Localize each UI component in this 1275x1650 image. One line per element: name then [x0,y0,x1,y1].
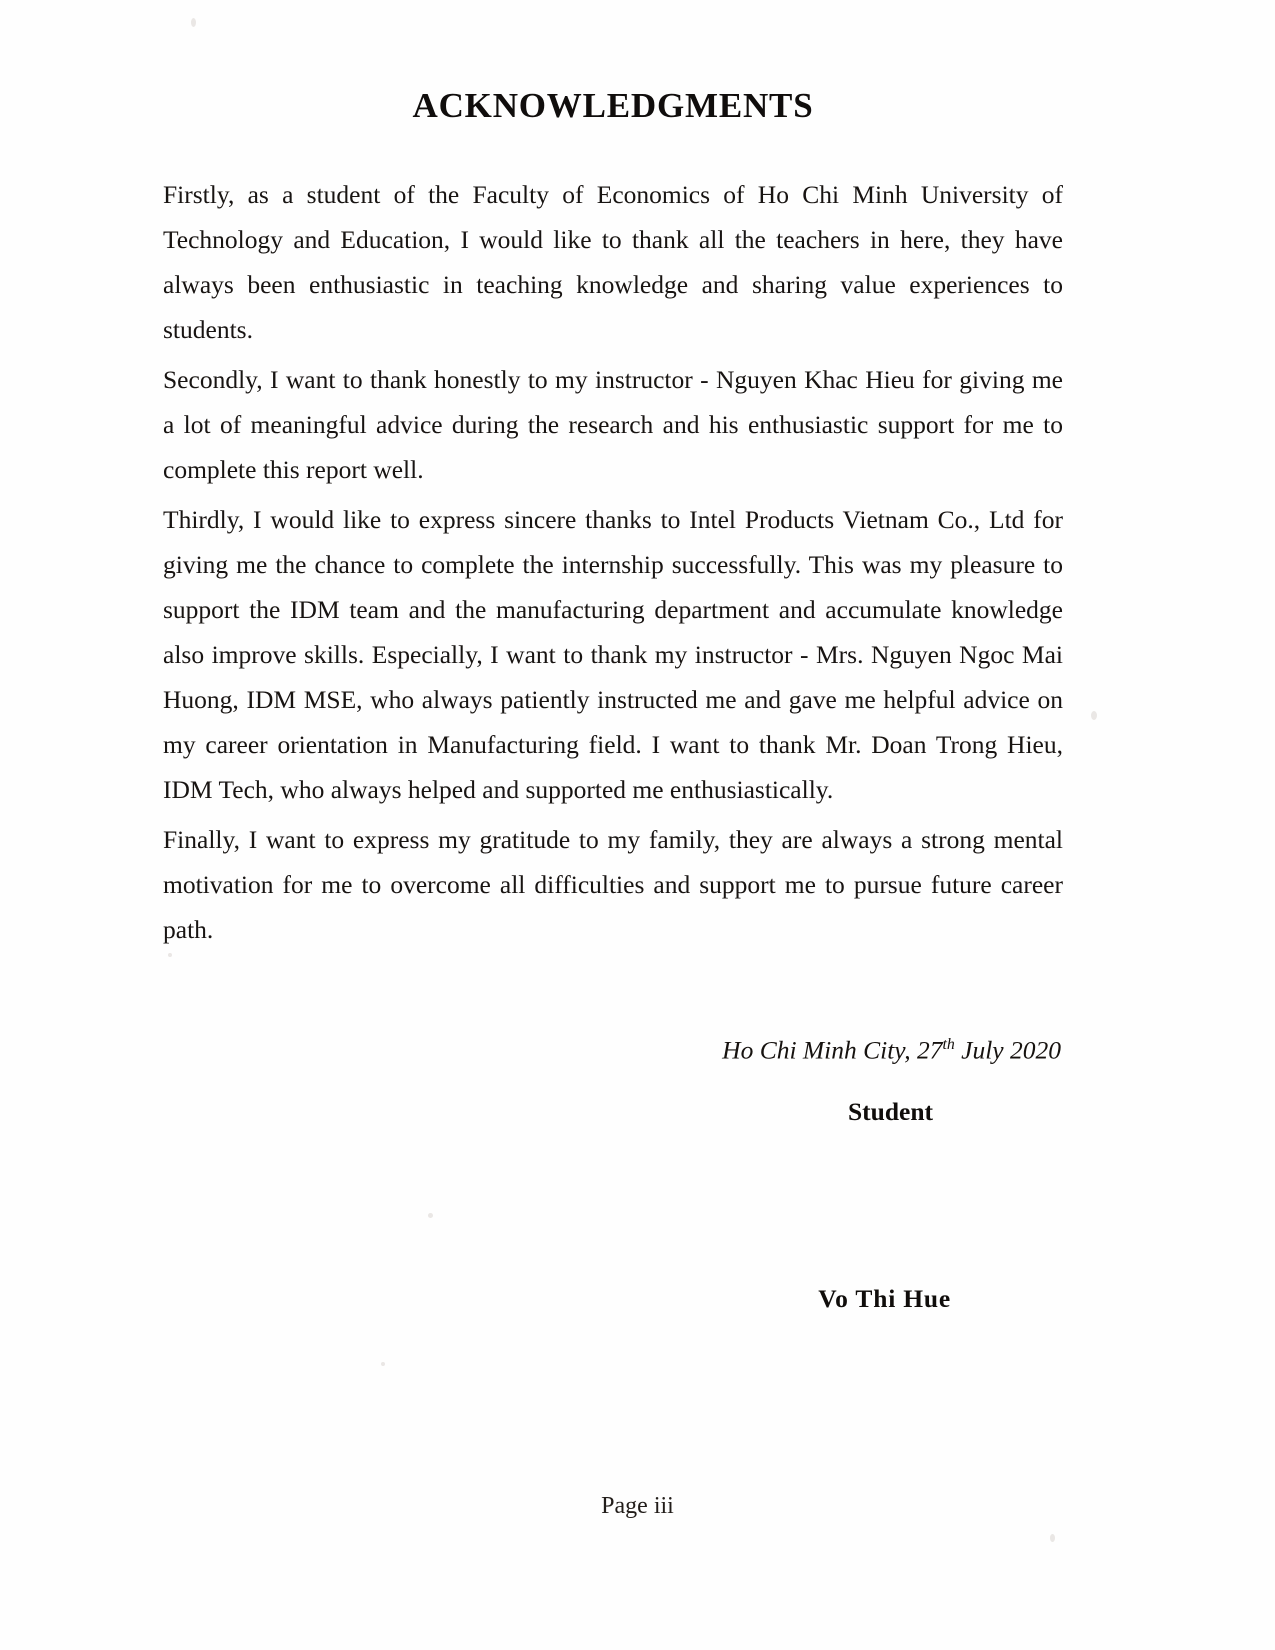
signature-block [163,1022,1063,1320]
paragraph-thirdly: Thirdly, I would like to express sincere thanks to Intel Products Vietnam Co., Ltd for giving me the chance to complete the internship successfully. This was my pleasure to support the IDM team and the manufacturing department and accumulate knowledge also improve skills. Especially, I want to thank my instructor - Mrs. Nguyen Ngoc Mai Huong, IDM MSE, who always patiently instructed me and gave me helpful advice on my career orientation in Manufacturing field. I want to thank Mr. Doan Trong Hieu, IDM Tech, who always helped and supported me enthusiastically. [163,505,1063,804]
page-title: ACKNOWLEDGMENTS [412,86,814,125]
signature-date-suffix: July 2020 [954,1035,1061,1065]
signer-name: Vo Thi Hue [818,1283,951,1313]
paragraph-finally: Finally, I want to express my gratitude to my family, they are always a strong mental motivation for me to overcome all difficulties and support me to pursue future career path. [163,825,1063,944]
paragraph-secondly: Secondly, I want to thank honestly to my instructor - Nguyen Khac Hieu for giving me a lot of meaningful advice during the research and his enthusiastic support for me to complete this report well. [163,365,1063,484]
signature-role-label: Student [847,1096,933,1126]
scan-speck [381,1362,385,1366]
scan-speck [1091,711,1097,720]
signature-date-line [163,1022,1063,1073]
paragraph-firstly: Firstly, as a student of the Faculty of Economics of Ho Chi Minh University of Technology and Education, I would like to thank all the teachers in here, they have always been enthusiastic in teaching knowledge and sharing value experiences to students. [163,180,1063,344]
signature-date-ordinal: th [942,1036,955,1053]
page-footer: Page iii [601,1493,674,1519]
signature-date-prefix: Ho Chi Minh City, 27 [722,1035,943,1065]
scan-speck [1050,1534,1055,1542]
document-content [163,0,1063,1320]
body-text [163,126,1063,952]
